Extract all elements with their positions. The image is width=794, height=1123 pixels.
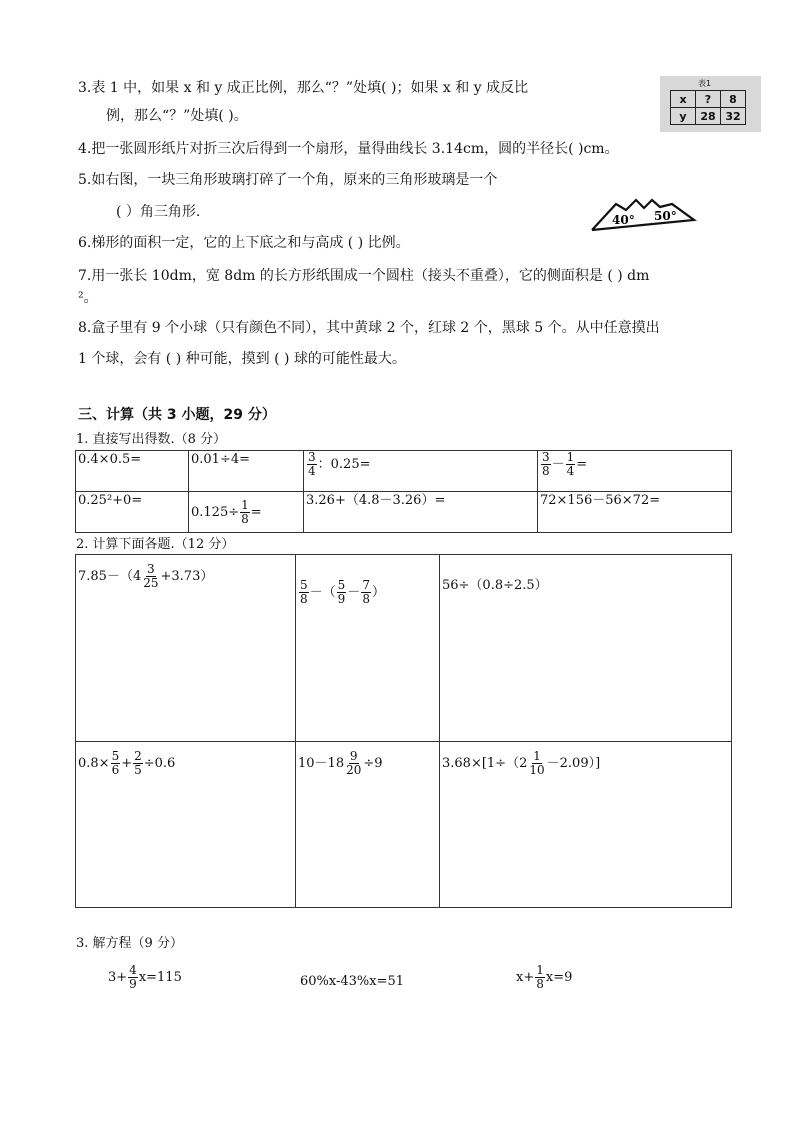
table1 bbox=[670, 90, 746, 125]
table1-cell: ? bbox=[696, 91, 721, 108]
numerator: 3 bbox=[542, 450, 550, 464]
problem-cell bbox=[296, 742, 440, 908]
problem-cell: 56÷（0.8÷2.5） bbox=[440, 555, 732, 742]
expr-text: x=115 bbox=[138, 970, 182, 985]
calc-cell bbox=[304, 451, 538, 492]
equation-3 bbox=[516, 964, 572, 991]
calc-cell: 0.25²+0= bbox=[76, 492, 189, 533]
expr-text: 10－18 bbox=[298, 756, 345, 771]
problem-cell bbox=[440, 742, 732, 908]
expr-text: ÷9 bbox=[363, 756, 383, 771]
denominator: 20 bbox=[346, 763, 362, 777]
numerator: 3 bbox=[147, 562, 155, 576]
numerator: 5 bbox=[300, 578, 308, 592]
part3-title: 3. 解方程（9 分） bbox=[76, 936, 183, 951]
denominator: 5 bbox=[134, 763, 142, 777]
problem-cell bbox=[296, 555, 440, 742]
operator: － bbox=[551, 457, 565, 472]
table1-cell: 28 bbox=[696, 108, 721, 125]
numerator: 1 bbox=[536, 963, 544, 977]
equals: = bbox=[250, 504, 262, 520]
denominator: 8 bbox=[241, 511, 249, 526]
table1-image bbox=[660, 76, 761, 132]
operator: － bbox=[347, 585, 361, 600]
angle-left-label: 40° bbox=[612, 213, 635, 227]
q8-line1: 8.盒子里有 9 个小球（只有颜色不同），其中黄球 2 个，红球 2 个，黑球 5 个。从中任意摸出 bbox=[78, 320, 660, 336]
expr-text: －（ bbox=[309, 585, 336, 600]
q7-line2: ²。 bbox=[78, 290, 98, 306]
expr-text: x+ bbox=[516, 970, 535, 985]
numerator: 1 bbox=[566, 450, 575, 464]
operator: + bbox=[121, 756, 133, 771]
calc-cell: 72×156－56×72= bbox=[538, 492, 732, 533]
q5-line1: 5.如右图，一块三角形玻璃打碎了一个角，原来的三角形玻璃是一个 bbox=[78, 172, 498, 188]
table1-cell: y bbox=[671, 108, 696, 125]
expr-text: 3+ bbox=[108, 970, 128, 985]
denominator: 6 bbox=[111, 763, 120, 777]
denominator: 8 bbox=[300, 592, 308, 606]
numerator: 9 bbox=[349, 749, 358, 763]
table1-cell: 8 bbox=[721, 91, 746, 108]
equation-1 bbox=[108, 964, 182, 991]
q8-line2: 1 个球，会有 ( ) 种可能，摸到 ( ) 球的可能性最大。 bbox=[78, 351, 406, 367]
denominator: 8 bbox=[536, 977, 544, 991]
q7-line1: 7.用一张长 10dm，宽 8dm 的长方形纸围成一个圆柱（接头不重叠），它的侧面积是 ( ) dm bbox=[78, 268, 650, 284]
equation-2: 60%x-43%x=51 bbox=[300, 974, 405, 989]
q3-line1: 3.表 1 中，如果 x 和 y 成正比例，那么“？”处填( )；如果 x 和 y 成反比 bbox=[78, 80, 529, 96]
broken-triangle-figure bbox=[586, 190, 698, 234]
numerator: 1 bbox=[241, 497, 249, 512]
q4-text: 4.把一张圆形纸片对折三次后得到一个扇形，量得曲线长 3.14cm，圆的半径长( )cm。 bbox=[78, 141, 619, 157]
section3-title: 三、计算（共 3 小题，29 分） bbox=[78, 407, 276, 423]
calc-cell: 0.4×0.5= bbox=[76, 451, 189, 492]
q6-text: 6.梯形的面积一定，它的上下底之和与高成 ( ) 比例。 bbox=[78, 235, 410, 251]
expr-text: 0.125÷ bbox=[191, 504, 240, 520]
denominator: 9 bbox=[337, 592, 346, 606]
expr-text: ：0.25= bbox=[317, 457, 371, 472]
numerator: 2 bbox=[134, 749, 142, 763]
problem-cell bbox=[76, 742, 296, 908]
part1-title: 1. 直接写出得数.（8 分） bbox=[76, 432, 227, 447]
expr-text: 7.85－（4 bbox=[78, 569, 142, 584]
expr-text: 3.68×[1÷（2 bbox=[442, 756, 528, 771]
numerator: 7 bbox=[362, 578, 370, 592]
q3-line2: 例，那么“？”处填( )。 bbox=[106, 108, 248, 124]
table1-cell: 32 bbox=[721, 108, 746, 125]
calc-cell bbox=[189, 492, 304, 533]
table1-cell: x bbox=[671, 91, 696, 108]
q5-line2: ( ）角三角形. bbox=[116, 204, 201, 220]
calc-cell bbox=[538, 451, 732, 492]
denominator: 10 bbox=[529, 763, 545, 777]
expr-text: +3.73） bbox=[160, 569, 214, 584]
angle-right-label: 50° bbox=[654, 209, 677, 223]
expr-text: ÷0.6 bbox=[143, 756, 176, 771]
expr-text: x=9 bbox=[545, 970, 573, 985]
denominator: 4 bbox=[308, 464, 316, 478]
numerator: 1 bbox=[533, 749, 541, 763]
numerator: 3 bbox=[308, 450, 316, 464]
expr-text: －2.09）] bbox=[546, 756, 601, 771]
table1-caption: 表1 bbox=[698, 79, 712, 88]
denominator: 25 bbox=[143, 576, 159, 590]
calc-cell: 0.01÷4= bbox=[189, 451, 304, 492]
expr-text: 0.8× bbox=[78, 756, 110, 771]
oral-calc-table bbox=[75, 450, 732, 533]
numerator: 4 bbox=[129, 963, 137, 977]
denominator: 9 bbox=[129, 977, 137, 991]
problem-cell bbox=[76, 555, 296, 742]
calc-cell: 3.26+（4.8－3.26）= bbox=[304, 492, 538, 533]
calc-problems-table bbox=[75, 554, 732, 908]
denominator: 4 bbox=[566, 464, 575, 478]
equals: = bbox=[576, 457, 588, 472]
expr-text: ） bbox=[371, 585, 385, 600]
denominator: 8 bbox=[542, 464, 550, 478]
part2-title: 2. 计算下面各题.（12 分） bbox=[76, 537, 235, 552]
numerator: 5 bbox=[111, 749, 120, 763]
numerator: 5 bbox=[337, 578, 346, 592]
denominator: 8 bbox=[362, 592, 370, 606]
